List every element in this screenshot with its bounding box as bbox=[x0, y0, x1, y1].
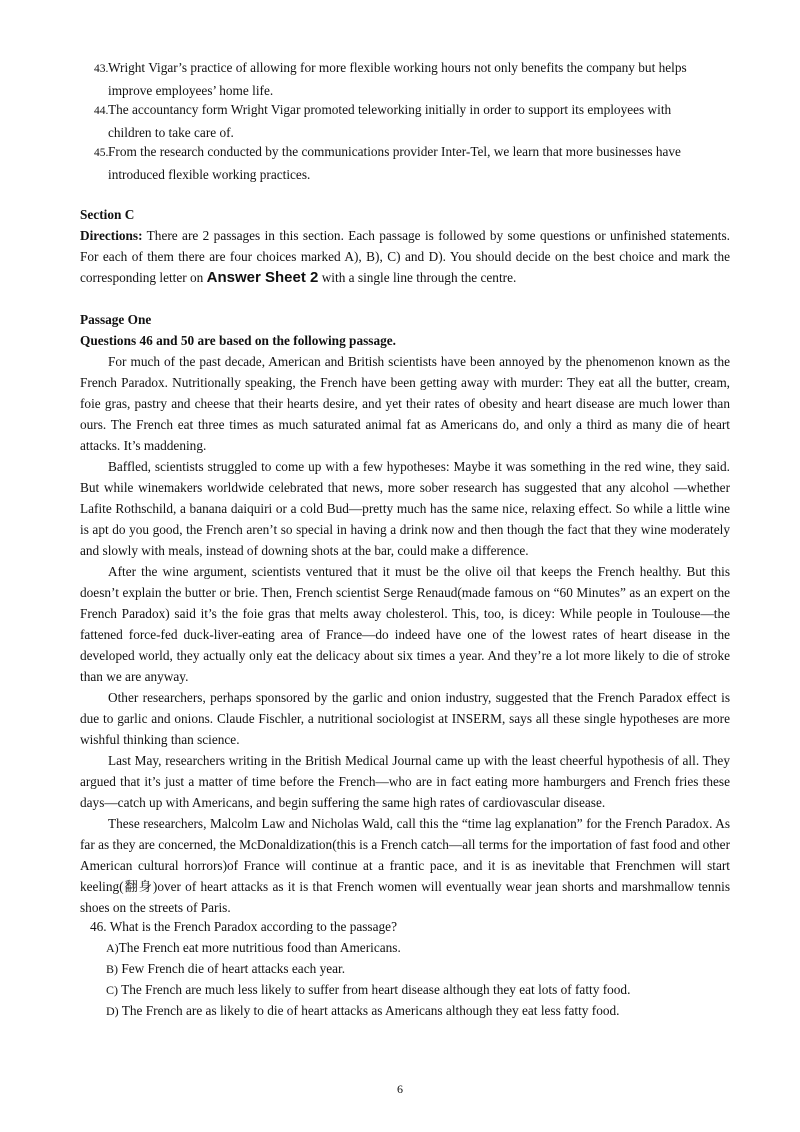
passage-paragraph: Baffled, scientists struggled to come up with a few hypotheses: Maybe it was something in the red wine, they said. But while winemakers worldwide celebrated that news, more sober research has suggested that any alcohol —whether Lafite Rothschild, a banana daiquiri or a cold Bud—pretty much has the same nice, relaxing effect. So while a little wine is apt do you good, the French aren’t so special in having a drink now and then though the fact that they wine moderately and slowly with meals, instead of downing shots at the bar, could make a difference. bbox=[80, 459, 730, 558]
question-number: 43. bbox=[94, 63, 109, 75]
passage-one bbox=[80, 309, 730, 918]
question-text-cont: children to take care of. bbox=[108, 125, 234, 140]
option-d bbox=[106, 1000, 726, 1022]
passage-subtitle: Questions 46 and 50 are based on the following passage. bbox=[80, 333, 396, 348]
option-letter: D) bbox=[106, 1004, 119, 1018]
section-title: Section C bbox=[80, 207, 135, 222]
question-text-cont: improve employees’ home life. bbox=[108, 83, 274, 98]
directions-end: with a single line through the centre. bbox=[318, 270, 517, 285]
question-43 bbox=[94, 57, 734, 101]
option-letter: A) bbox=[106, 941, 119, 955]
option-text: The French are much less likely to suffer from heart disease although they eat lots of fatty food. bbox=[118, 982, 631, 997]
question-text: Wright Vigar’s practice of allowing for more flexible working hours not only benefits the company but helps bbox=[108, 60, 687, 75]
question-45 bbox=[94, 141, 734, 185]
directions-label: Directions: bbox=[80, 228, 143, 243]
question-text: The accountancy form Wright Vigar promoted teleworking initially in order to support its employees with bbox=[108, 102, 672, 117]
question-text: From the research conducted by the communications provider Inter-Tel, we learn that more businesses have bbox=[108, 144, 681, 159]
option-letter: B) bbox=[106, 962, 118, 976]
question-number: 44. bbox=[94, 105, 109, 117]
passage-paragraph: These researchers, Malcolm Law and Nicholas Wald, call this the “time lag explanation” for the French Paradox. As far as they are concerned, the McDonaldization(this is a French catch—all terms for the importation of fast food and other American cultural horrors)of France will continue at a frantic pace, and it is as inevitable that Frenchmen will start keeling(翻身)over of heart attacks as it is that French women will eventually wear jean shorts and marshmallow tennis shoes on the streets of Paris. bbox=[80, 816, 730, 915]
question-number: 45. bbox=[94, 147, 109, 159]
option-text: The French eat more nutritious food than Americans. bbox=[118, 940, 401, 955]
option-text: The French are as likely to die of heart attacks as Americans although they eat less fatty food. bbox=[118, 1003, 620, 1018]
option-letter: C) bbox=[106, 983, 118, 997]
option-b bbox=[106, 958, 726, 980]
passage-title: Passage One bbox=[80, 312, 152, 327]
question-text-cont: introduced flexible working practices. bbox=[108, 167, 311, 182]
option-c bbox=[106, 979, 726, 1001]
option-a bbox=[106, 937, 726, 959]
passage-paragraph: Other researchers, perhaps sponsored by the garlic and onion industry, suggested that the French Paradox effect is due to garlic and onions. Claude Fischler, a nutritional sociologist at INSERM, says all these single hypotheses are more wishful thinking than science. bbox=[80, 690, 730, 747]
question-44 bbox=[94, 99, 734, 143]
passage-paragraph: After the wine argument, scientists ventured that it must be the olive oil that keeps the French healthy. But this doesn’t explain the butter or brie. Then, French scientist Serge Renaud(made famous on “60 Minutes” as an expert on the French Paradox) said it’s the foie gras that melts away cholesterol. This, too, is dicey: While people in Toulouse—the fattened force-fed duck-liver-eating area of France—do indeed have one of the lowest rates of heart disease in the developed world, they actually only eat the delicacy about six times a year. And they’re a lot more likely to die of stroke than we are anyway. bbox=[80, 564, 730, 684]
directions bbox=[80, 225, 730, 288]
passage-paragraph: Last May, researchers writing in the British Medical Journal came up with the least cheerful hypothesis of all. They argued that it’s just a matter of time before the French—who are in fact eating more hamburgers and French fries these days—catch up with Americans, and begin suffering the same high rates of cardiovascular disease. bbox=[80, 753, 730, 810]
page-number: 6 bbox=[397, 1082, 403, 1096]
section-c bbox=[80, 204, 730, 288]
question-46-stem: 46. What is the French Paradox according to the passage? bbox=[90, 919, 397, 934]
option-text: Few French die of heart attacks each year. bbox=[118, 961, 346, 976]
directions-text: There are 2 passages in this section. Each passage is followed by some questions or unfinished statements. For each of them there are four choices marked A), B), C) and D). You should decide on the best choice and mark the corresponding letter on bbox=[80, 228, 730, 285]
passage-paragraph: For much of the past decade, American and British scientists have been annoyed by the phenomenon known as the French Paradox. Nutritionally speaking, the French have been getting away with murder: They eat all the butter, cream, foie gras, pastry and cheese that their hearts desire, and yet their rates of obesity and heart disease are much lower than ours. The French eat three times as much saturated animal fat as Americans do, and only a third as many die of heart attacks. It’s maddening. bbox=[80, 354, 730, 453]
answer-sheet-label: Answer Sheet 2 bbox=[206, 269, 319, 286]
